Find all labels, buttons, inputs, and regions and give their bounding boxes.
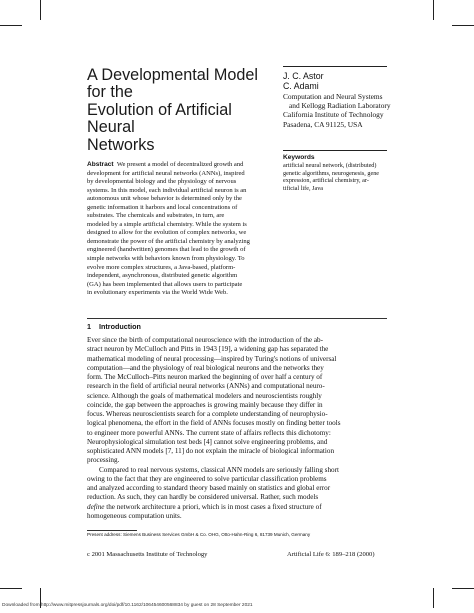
abstract-line: engineered (handwritten) genomes that lead to the growth of — [87, 246, 246, 254]
abstract-line: autonomous unit whose behavior is determined only by the — [87, 195, 242, 203]
body-line: logical phenomena, the effort in the field of ANNs focuses mostly on finding better tools — [87, 419, 341, 428]
body-text-span: the network architecture a priori, which is in most cases a fixed structure of — [106, 502, 322, 511]
keywords-rule — [283, 150, 387, 151]
abstract-line: genetic information it harbors and local concentrations of — [87, 203, 238, 211]
footnote-rule — [87, 530, 137, 531]
body-line: coincide, the gap between the approaches is growing mainly because they differ in — [87, 400, 323, 409]
footnote: Present address: Siemens Business Services GmbH & Co. OHG, Otto-Hahn-Ring 6, 81739 Munich, Germany — [87, 532, 311, 537]
keywords-line: tificial life, Java — [283, 184, 324, 192]
body-line: focus. Whereas neuroscientists search for a complete understanding of neurophysio- — [87, 410, 328, 418]
body-line: sophisticated ANN models [7, 11] do not explain the miracle of biological information — [87, 447, 335, 455]
download-note: Downloaded from http://www.mitpressjournals.org/doi/pdf/10.1162/106454600568834 by guest on 28 September 2021 — [2, 603, 253, 608]
crop-mark-bottom-right-h — [452, 588, 474, 589]
section-number: 1 — [87, 322, 91, 331]
body-line: stract neuron by McCulloch and Pitts in 1943 [19], a widening gap has separated the — [87, 345, 329, 354]
affiliation-line: Pasadena, CA 91125, USA — [283, 119, 363, 129]
paper-title — [87, 67, 277, 154]
abstract-line: demonstrate the power of the artificial chemistry by analyzing — [87, 237, 250, 245]
abstract-line: by developmental biology and the physiology of nervous — [87, 178, 237, 186]
body-line: research in the field of artificial neural networks (ANNs) and computational neuro- — [87, 382, 325, 391]
crop-mark-top-right-h — [452, 25, 474, 26]
abstract-text: We present a model of decentralized growth and — [116, 161, 244, 168]
affiliation-line: Computation and Neural Systems — [283, 92, 383, 101]
body-emphasis: define — [87, 502, 105, 511]
title-line: A Developmental Model for the — [87, 66, 258, 102]
affiliation-line: California Institute of Technology — [283, 110, 384, 120]
affiliation-line: and Kellogg Radiation Laboratory — [289, 101, 391, 111]
abstract-line: systems. In this model, each individual artificial neuron is an — [87, 186, 247, 194]
section-rule — [87, 318, 387, 319]
abstract-line — [87, 161, 277, 170]
author-name: J. C. Astor — [283, 71, 324, 81]
copyright-notice: c 2001 Massachusetts Institute of Technology — [87, 551, 208, 558]
body-line: Neurophysiological simulation test beds [4] cannot solve engineering problems, and — [87, 437, 328, 446]
abstract-line: simple networks with behaviors known from physiology. To — [87, 255, 245, 263]
body-line: to engineer more powerful ANNs. The current state of affairs reflects this dichotomy: — [87, 428, 331, 437]
crop-mark-top-right-v — [433, 0, 434, 20]
abstract-line: modeled by a simple artificial chemistry. While the system is — [87, 220, 247, 228]
abstract-line: (GA) has been implemented that allows users to participate — [87, 280, 243, 288]
body-line: science. Although the goals of mathematical modelers and neuroscientists roughly — [87, 391, 322, 400]
body-line: Ever since the birth of computational neuroscience with the introduction of the ab- — [87, 336, 323, 344]
author-name: C. Adami — [283, 81, 319, 91]
title-line: Evolution of Artificial Neural — [87, 100, 232, 137]
body-line: processing. — [87, 456, 120, 465]
body-line: mathematical modeling of neural processing—inspired by Turing's notions of universal — [87, 354, 337, 363]
title-line: Networks — [87, 135, 155, 154]
keywords-line: expression, artificial chemistry, ar- — [283, 177, 369, 185]
crop-mark-top-left-v — [40, 0, 41, 20]
abstract-line: substrates. The chemicals and substrates, in turn, are — [87, 212, 225, 220]
keywords-list — [283, 162, 393, 192]
body-line: reduction. As such, they can hardly be considered universal. Rather, such models — [87, 493, 319, 502]
keywords-heading: Keywords — [283, 154, 315, 161]
abstract-line: independent, asynchronous, distributed genetic algorithm — [87, 272, 238, 280]
crop-mark-bottom-right-v — [433, 588, 434, 608]
abstract-line: in evolutionary experiments via the World Wide Web. — [87, 289, 228, 297]
body-line: Compared to real nervous systems, classical ANN models are seriously falling short — [99, 465, 339, 474]
keywords-line: artificial neural network, (distributed) — [283, 162, 377, 169]
crop-mark-top-left-h — [0, 25, 22, 26]
authors-rule — [283, 66, 387, 67]
body-line: form. The McCulloch–Pitts neuron marked the beginning of over half a century of — [87, 373, 323, 381]
affiliation — [283, 92, 413, 129]
crop-mark-bottom-left-h — [0, 588, 22, 589]
body-line: owing to the fact that they are engineered to solve particular classification problems — [87, 474, 327, 483]
body-line: computation—and the physiology of real biological neurons and the networks they — [87, 363, 324, 372]
journal-reference: Artificial Life 6: 189–218 (2000) — [287, 551, 375, 558]
body-line: homogeneous computation units. — [87, 511, 182, 520]
abstract-line: development for artificial neural networks (ANNs), inspired — [87, 169, 245, 177]
abstract-line: evolve more complex structures, a Java-based, platform- — [87, 263, 236, 271]
abstract-label: Abstract — [87, 161, 114, 168]
section-heading — [87, 322, 141, 331]
body-line: and analyzed according to standard theory based mainly on statistics and global error — [87, 484, 331, 492]
body-text — [87, 336, 389, 521]
keywords-line: genetic algorithms, neurogenesis, gene — [283, 169, 380, 177]
section-title: Introduction — [99, 322, 141, 331]
authors — [283, 71, 403, 91]
body-line — [87, 503, 389, 512]
abstract-line: designed to allow for the evolution of complex networks, we — [87, 229, 247, 237]
abstract — [87, 161, 277, 298]
